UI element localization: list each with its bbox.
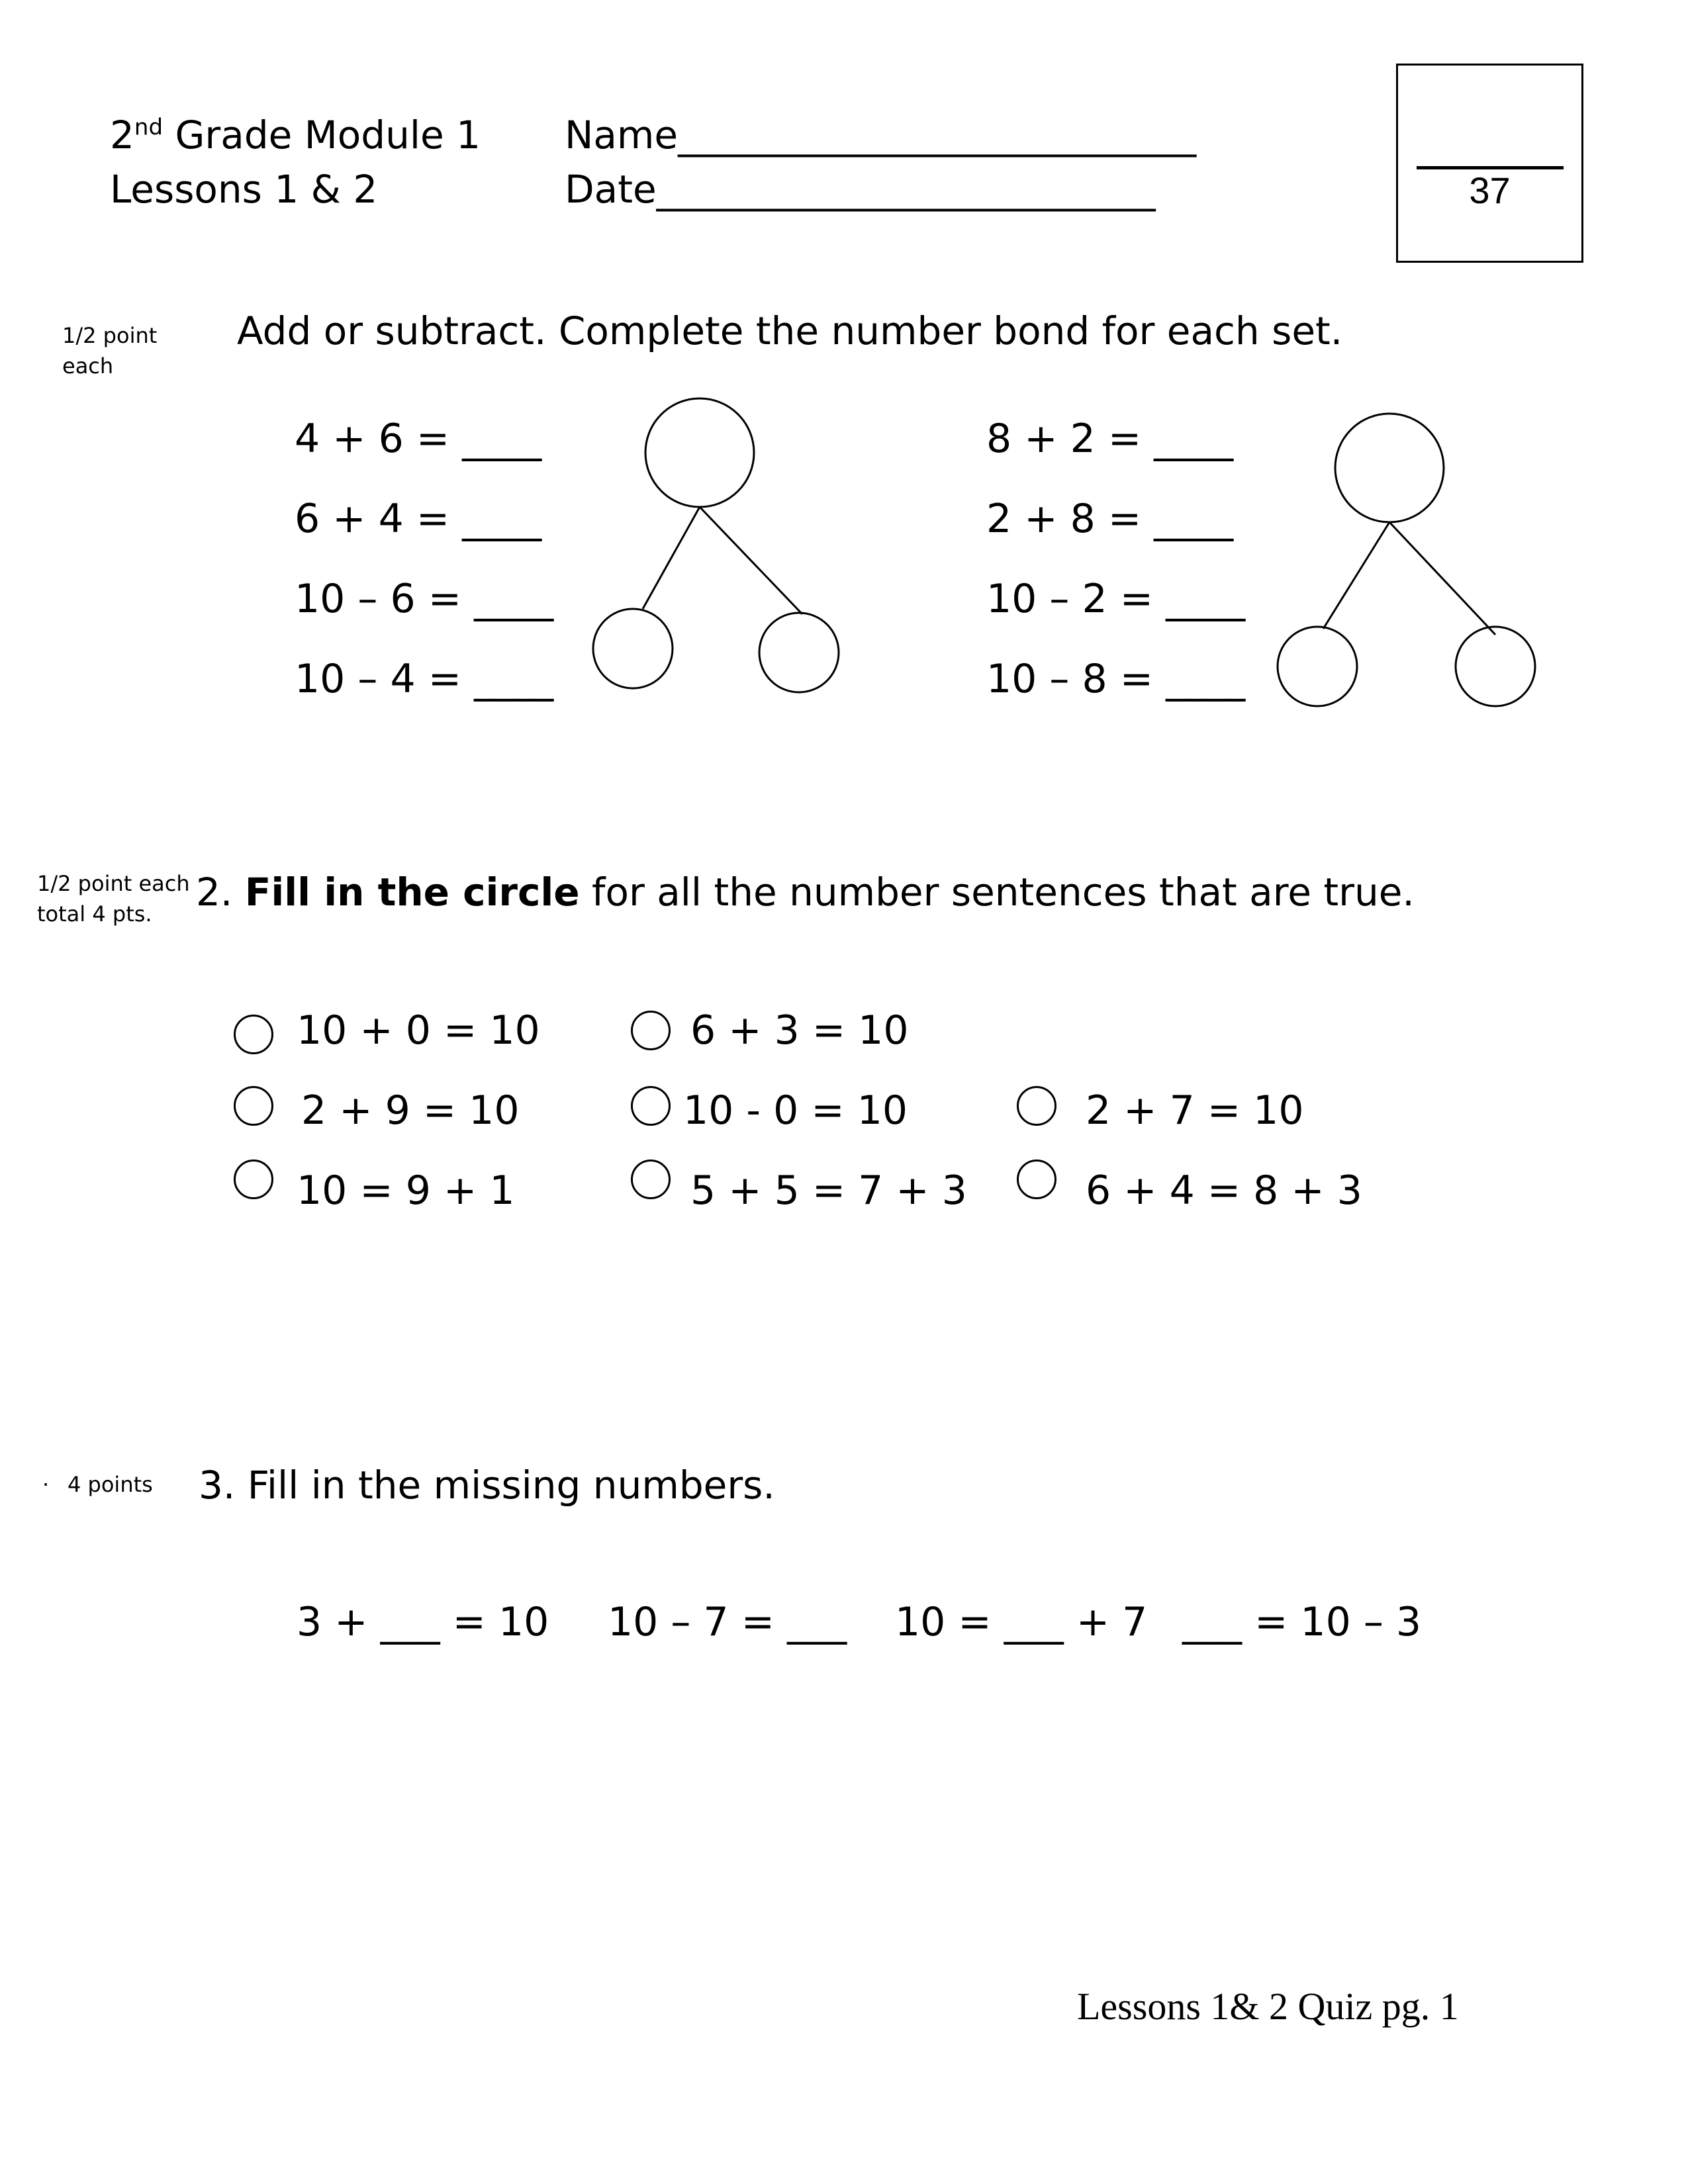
section2-points-line2: total 4 pts. <box>37 901 152 927</box>
option-bubble-6[interactable] <box>234 1160 273 1199</box>
equation-left-1[interactable]: 4 + 6 = ____ <box>295 416 542 462</box>
equation-right-1[interactable]: 8 + 2 = ____ <box>986 416 1234 462</box>
equation-left-4[interactable]: 10 – 4 = ____ <box>295 656 554 702</box>
grade-superscript: nd <box>134 114 164 141</box>
bond-right-part-circle-1[interactable] <box>1278 627 1357 706</box>
section2-number: 2. <box>196 870 233 915</box>
score-total: 37 <box>1469 169 1511 211</box>
section2-instruction <box>196 870 1415 915</box>
option-bubble-2[interactable] <box>631 1011 671 1050</box>
section3-instruction: 3. Fill in the missing numbers. <box>199 1463 775 1508</box>
number-bond-right <box>1271 404 1549 715</box>
name-field[interactable]: Name___________________________ <box>565 113 1197 158</box>
number-bond-left <box>583 390 861 702</box>
score-box <box>1396 64 1583 263</box>
section1-instruction: Add or subtract. Complete the number bond for each set. <box>237 308 1343 353</box>
option-text-7: 5 + 5 = 7 + 3 <box>690 1167 967 1214</box>
grade-number: 2 <box>110 113 134 158</box>
bond-right-part-circle-2[interactable] <box>1456 627 1535 706</box>
date-field[interactable]: Date__________________________ <box>565 167 1156 212</box>
module-title <box>110 113 481 158</box>
option-bubble-5[interactable] <box>1017 1086 1056 1126</box>
section1-points <box>62 320 157 381</box>
option-text-1: 10 + 0 = 10 <box>297 1007 540 1054</box>
bond-left-part-circle-2[interactable] <box>759 613 839 692</box>
footer-page-label: Lessons 1& 2 Quiz pg. 1 <box>1077 1985 1459 2028</box>
bond-right-line-1 <box>1323 522 1389 629</box>
missing-number-problem-2[interactable]: 10 – 7 = ___ <box>608 1599 847 1645</box>
section1-points-line1: 1/2 point <box>62 323 158 348</box>
option-text-3: 2 + 9 = 10 <box>301 1087 520 1134</box>
bond-right-line-2 <box>1389 522 1495 635</box>
section2-points <box>37 868 190 929</box>
grade-title-rest: Grade Module 1 <box>163 113 481 158</box>
bond-right-whole-circle[interactable] <box>1335 414 1444 522</box>
option-bubble-3[interactable] <box>234 1086 273 1126</box>
bond-left-part-circle-1[interactable] <box>593 609 673 688</box>
option-text-6: 10 = 9 + 1 <box>297 1167 515 1214</box>
lessons-label: Lessons 1 & 2 <box>110 167 378 212</box>
option-bubble-1[interactable] <box>234 1015 273 1054</box>
section2-instruction-rest: for all the number sentences that are true. <box>579 870 1415 915</box>
option-text-2: 6 + 3 = 10 <box>690 1007 909 1054</box>
equation-left-2[interactable]: 6 + 4 = ____ <box>295 496 542 542</box>
section2-points-line1: 1/2 point each <box>37 871 190 896</box>
section3-points: 4 points <box>68 1472 153 1497</box>
missing-number-problem-4[interactable]: ___ = 10 – 3 <box>1182 1599 1422 1645</box>
equation-right-3[interactable]: 10 – 2 = ____ <box>986 576 1246 622</box>
missing-number-problem-3[interactable]: 10 = ___ + 7 <box>895 1599 1148 1645</box>
bond-left-whole-circle[interactable] <box>645 398 754 507</box>
equation-left-3[interactable]: 10 – 6 = ____ <box>295 576 554 622</box>
option-bubble-8[interactable] <box>1017 1160 1056 1199</box>
section1-points-line2: each <box>62 353 114 379</box>
equation-right-2[interactable]: 2 + 8 = ____ <box>986 496 1234 542</box>
option-text-8: 6 + 4 = 8 + 3 <box>1086 1167 1362 1214</box>
bond-left-line-1 <box>643 507 700 609</box>
option-text-5: 2 + 7 = 10 <box>1086 1087 1304 1134</box>
section3-bullet: · <box>42 1472 50 1497</box>
equation-right-4[interactable]: 10 – 8 = ____ <box>986 656 1246 702</box>
option-text-4: 10 - 0 = 10 <box>683 1087 908 1134</box>
section2-instruction-bold: Fill in the circle <box>244 870 580 915</box>
option-bubble-7[interactable] <box>631 1160 671 1199</box>
bond-left-line-2 <box>700 507 802 614</box>
missing-number-problem-1[interactable]: 3 + ___ = 10 <box>297 1599 549 1645</box>
option-bubble-4[interactable] <box>631 1086 671 1126</box>
